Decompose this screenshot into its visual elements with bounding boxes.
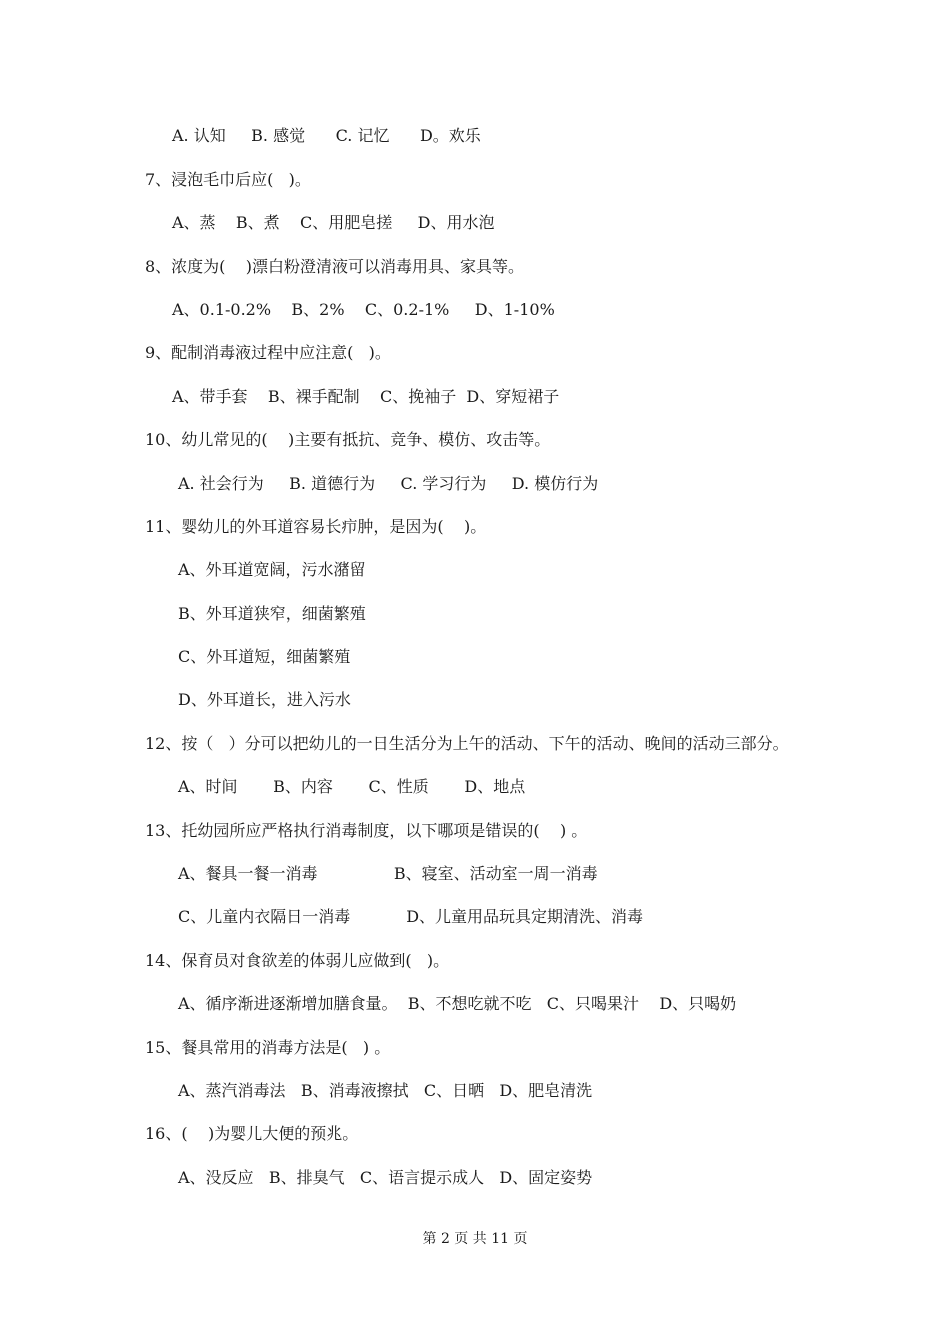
q10-question: 10、幼儿常见的( )主要有抵抗、竞争、模仿、攻击等。 [145,430,551,449]
q13-options-cd: C、儿童内衣隔日一消毒 D、儿童用品玩具定期清洗、消毒 [178,907,644,926]
q15-options: A、蒸汽消毒法 B、消毒液擦拭 C、日晒 D、肥皂清洗 [178,1081,593,1100]
page-footer: 第 2 页 共 11 页 [422,1231,528,1247]
q16-options: A、没反应 B、排臭气 C、语言提示成人 D、固定姿势 [178,1168,593,1187]
q11-option-c: C、外耳道短，细菌繁殖 [178,647,351,666]
q15-question: 15、餐具常用的消毒方法是( ) 。 [145,1038,391,1057]
q13-options-ab: A、餐具一餐一消毒 B、寝室、活动室一周一消毒 [178,864,598,883]
q13-question: 13、托幼园所应严格执行消毒制度，以下哪项是错误的( ) 。 [145,821,588,840]
q11-option-b: B、外耳道狭窄，细菌繁殖 [178,604,366,623]
q12-question: 12、按（ ）分可以把幼儿的一日生活分为上午的活动、下午的活动、晚间的活动三部分。 [145,734,789,753]
q8-options: A、0.1-0.2% B、2% C、0.2-1% D、1-10% [172,300,555,319]
q14-options: A、循序渐进逐渐增加膳食量。 B、不想吃就不吃 C、只喝果汁 D、只喝奶 [178,994,737,1013]
q8-question: 8、浓度为( )漂白粉澄清液可以消毒用具、家具等。 [145,257,525,276]
q11-question: 11、婴幼儿的外耳道容易长疖肿，是因为( )。 [145,517,487,536]
q14-question: 14、保育员对食欲差的体弱儿应做到( )。 [145,951,450,970]
q10-options: A. 社会行为 B. 道德行为 C. 学习行为 D. 模仿行为 [178,474,599,493]
q6-options: A. 认知 B. 感觉 C. 记忆 D。欢乐 [172,126,481,145]
q9-options: A、带手套 B、裸手配制 C、挽袖子 D、穿短裙子 [172,387,560,406]
q12-options: A、时间 B、内容 C、性质 D、地点 [178,777,526,796]
q7-options: A、蒸 B、煮 C、用肥皂搓 D、用水泡 [172,213,495,232]
q9-question: 9、配制消毒液过程中应注意( )。 [145,343,391,362]
q11-option-d: D、外耳道长，进入污水 [178,690,351,709]
q11-option-a: A、外耳道宽阔，污水潴留 [178,560,366,579]
q16-question: 16、( )为婴儿大便的预兆。 [145,1124,359,1143]
q7-question: 7、浸泡毛巾后应( )。 [145,170,311,189]
